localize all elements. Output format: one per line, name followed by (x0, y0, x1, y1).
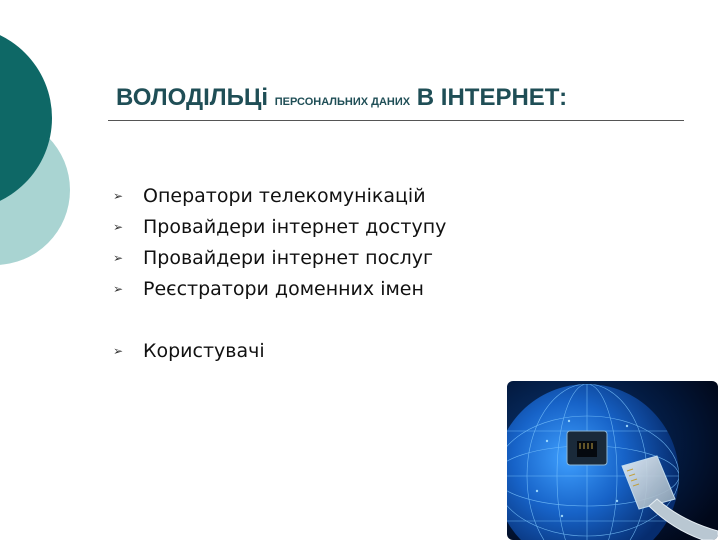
bullet-list (113, 180, 446, 366)
network-socket-icon (567, 431, 607, 465)
arrow-bullet-icon: ➢ (113, 250, 124, 265)
arrow-bullet-icon: ➢ (113, 343, 124, 358)
arrow-bullet-icon: ➢ (113, 219, 124, 234)
title-part-3: В ІНТЕРНЕТ: (410, 84, 568, 111)
bullet-item (113, 273, 446, 304)
arrow-bullet-icon: ➢ (113, 281, 124, 296)
bullet-text: Провайдери інтернет доступу (143, 215, 447, 238)
title-divider (108, 120, 684, 121)
bullet-item (113, 335, 446, 366)
title-part-2: ПЕРСОНАЛЬНИХ ДАНИХ (274, 96, 411, 108)
bullet-item (113, 180, 446, 211)
globe-network-image (507, 381, 718, 540)
arrow-bullet-icon: ➢ (113, 188, 124, 203)
bullet-item (113, 242, 446, 273)
bullet-text: Провайдери інтернет послуг (143, 246, 434, 269)
bullet-text: Оператори телекомунікацій (143, 184, 426, 207)
bullet-text: Реєстратори доменних імен (143, 277, 424, 300)
slide-title (116, 78, 567, 110)
title-part-1: ВОЛОДІЛЬЦі (116, 84, 275, 111)
decorative-circles (0, 0, 80, 300)
bullet-item (113, 211, 446, 242)
bullet-text: Користувачі (143, 339, 265, 362)
